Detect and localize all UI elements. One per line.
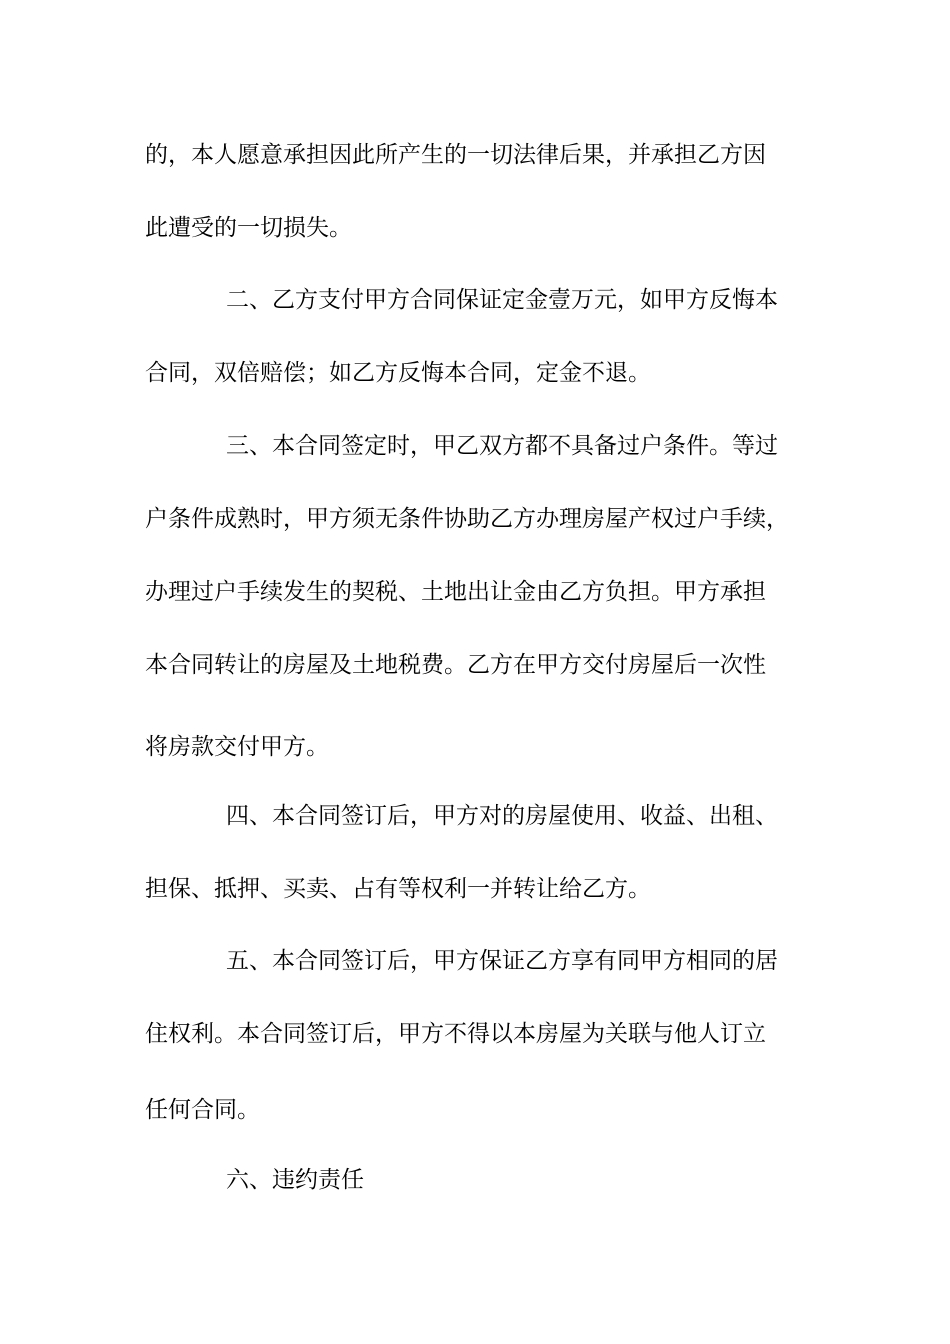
text-line: 将房款交付甲方。 [145,734,329,760]
clause-5-heading-line: 五、本合同签订后，甲方保证乙方享有同甲方相同的居 [226,948,778,974]
clause-2-heading-line: 二、乙方支付甲方合同保证定金壹万元，如甲方反悔本 [226,287,778,313]
clause-4-heading-line: 四、本合同签订后，甲方对的房屋使用、收益、出租、 [226,803,778,829]
text-line: 此遭受的一切损失。 [145,215,352,241]
text-line: 住权利。本合同签订后，甲方不得以本房屋为关联与他人订立 [145,1021,766,1047]
text-line: 办理过户手续发生的契税、土地出让金由乙方负担。甲方承担 [145,579,766,605]
text-line: 户条件成熟时，甲方须无条件协助乙方办理房屋产权过户手续， [145,506,789,532]
text-line: 合同，双倍赔偿；如乙方反悔本合同，定金不退。 [145,360,651,386]
text-line: 的，本人愿意承担因此所产生的一切法律后果，并承担乙方因 [145,142,766,168]
text-line: 任何合同。 [145,1097,260,1123]
text-line: 本合同转让的房屋及土地税费。乙方在甲方交付房屋后一次性 [145,652,766,678]
clause-6-heading-line: 六、违约责任 [226,1167,364,1193]
text-line: 担保、抵押、买卖、占有等权利一并转让给乙方。 [145,876,651,902]
clause-3-heading-line: 三、本合同签定时，甲乙双方都不具备过户条件。等过 [226,433,778,459]
